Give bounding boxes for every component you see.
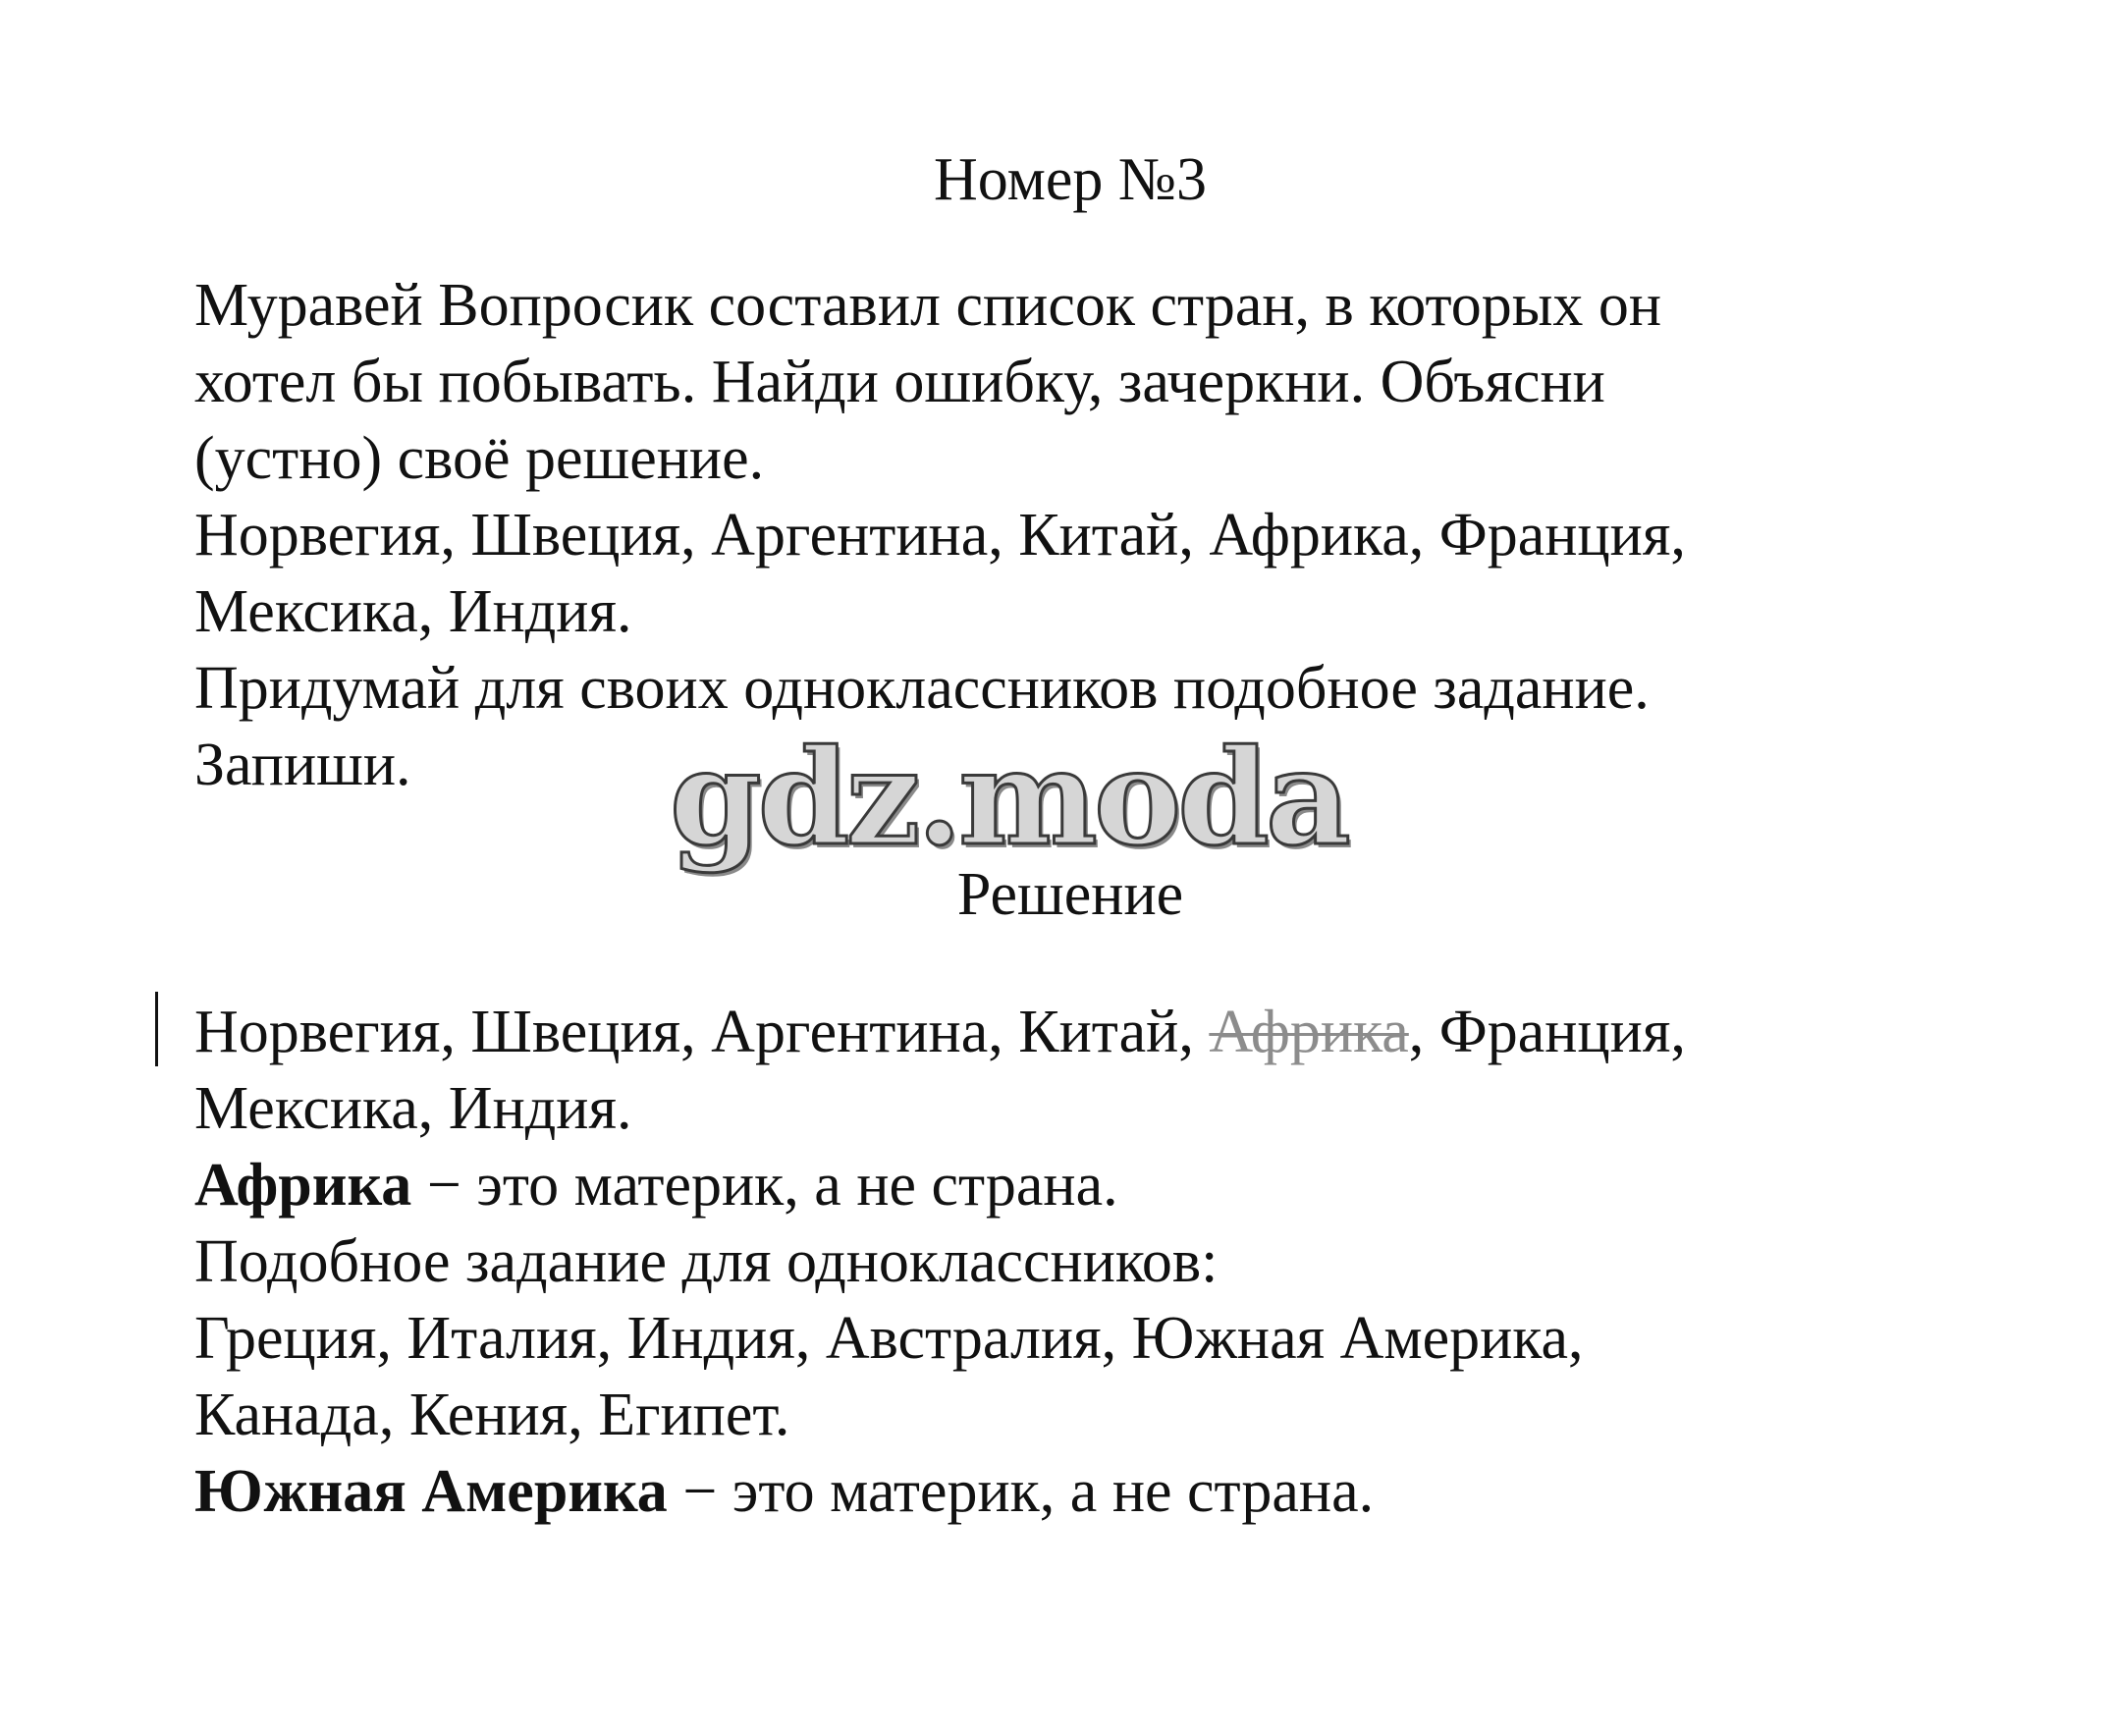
explanation-2 <box>194 1453 2060 1530</box>
task-line-5: Мексика, Индия. <box>194 578 632 645</box>
explanation-1 <box>194 1147 2060 1223</box>
explanation-2-rest: − это материк, а не страна. <box>667 1458 1375 1525</box>
explanation-2-term: Южная Америка <box>194 1458 668 1525</box>
task-line-2: хотел бы побывать. Найди ошибку, зачеркни. Объясни <box>194 349 1605 415</box>
similar-task-line-1: Греция, Италия, Индия, Австралия, Южная Америка, <box>194 1305 1584 1372</box>
task-line-1: Муравей Вопросик составил список стран, в которых он <box>194 272 1662 339</box>
solution-countries-line-1 <box>194 994 2060 1070</box>
task-line-6: Придумай для своих одноклассников подобное задание. <box>194 655 1650 722</box>
margin-change-bar <box>155 992 158 1066</box>
similar-task-line-2: Канада, Кения, Египет. <box>194 1382 790 1448</box>
explanation-1-rest: − это материк, а не страна. <box>411 1152 1118 1219</box>
solution-title: Решение <box>956 861 1184 928</box>
task-line-7: Запиши. <box>194 732 411 798</box>
solution-text <box>194 994 2060 1530</box>
watermark-logo: gdz.moda <box>670 720 1347 875</box>
solution-countries-line-2: Мексика, Индия. <box>194 1075 632 1142</box>
task-line-3: (устно) своё решение. <box>194 425 765 492</box>
page-title: Номер №3 <box>933 146 1207 213</box>
task-line-4: Норвегия, Швеция, Аргентина, Китай, Африка, Франция, <box>194 502 1686 569</box>
countries-before: Норвегия, Швеция, Аргентина, Китай, <box>194 999 1210 1065</box>
countries-after: , Франция, <box>1408 999 1686 1065</box>
explanation-1-term: Африка <box>194 1152 412 1219</box>
similar-task-label: Подобное задание для одноклассников: <box>194 1228 1219 1295</box>
struck-out-word: Африка <box>1209 999 1409 1065</box>
